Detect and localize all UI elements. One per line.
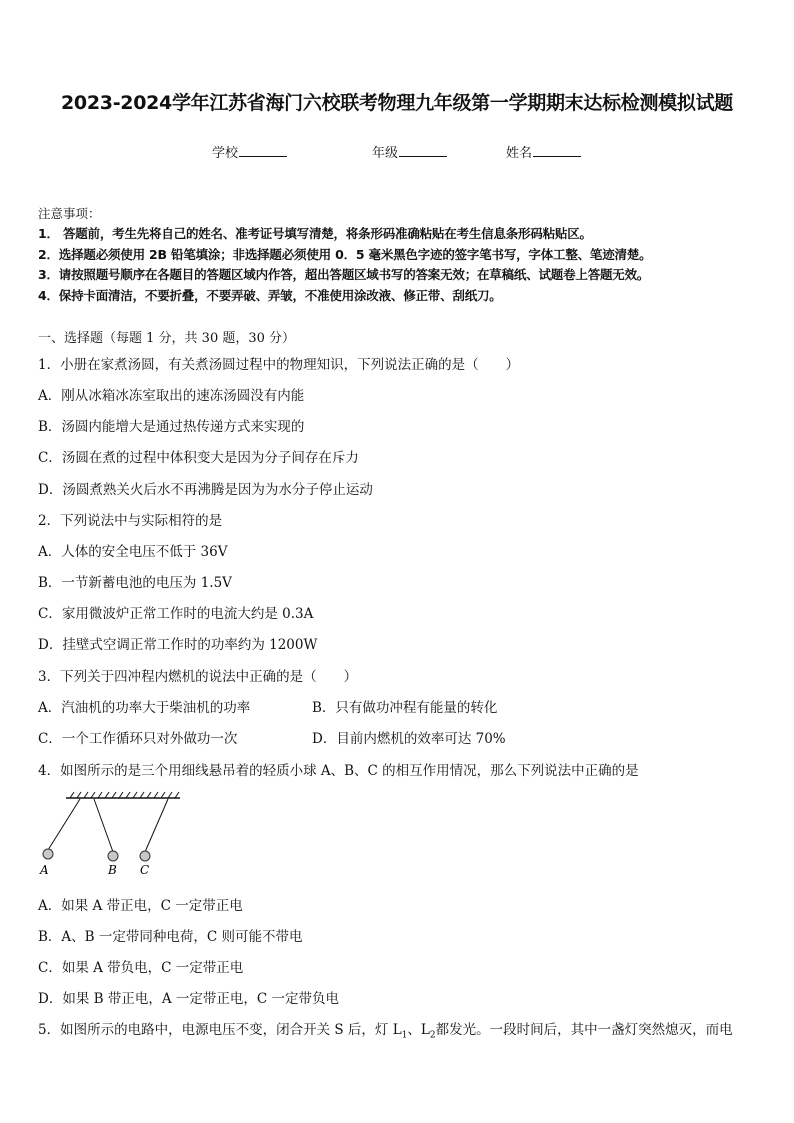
q1-option-c: C．汤圆在煮的过程中体积变大是因为分子间存在斥力 [38, 450, 359, 466]
q2-stem: 2．下列说法中与实际相符的是 [38, 513, 223, 529]
hatching [70, 792, 179, 798]
q4-option-d: D．如果 B 带正电，A 一定带正电，C 一定带负电 [38, 991, 339, 1007]
q3-option-c: C．一个工作循环只对外做功一次 [38, 731, 238, 747]
ball-a [43, 849, 53, 859]
grade-label: 年级 [372, 146, 399, 161]
q1-stem: 1．小册在家煮汤圆，有关煮汤圆过程中的物理知识，下列说法正确的是（ ） [38, 357, 520, 373]
label-c: C [140, 863, 150, 877]
thread-a [48, 799, 80, 850]
q2-option-b: B．一节新蓄电池的电压为 1.5V [38, 575, 232, 591]
q2-option-a: A．人体的安全电压不低于 36V [38, 544, 228, 560]
name-label: 姓名 [506, 146, 533, 161]
name-blank[interactable] [533, 144, 581, 157]
school-label: 学校 [212, 146, 239, 161]
thread-c [145, 799, 168, 852]
q1-option-b: B．汤圆内能增大是通过热传递方式来实现的 [38, 419, 305, 435]
school-field[interactable] [212, 142, 287, 161]
q4-option-c: C．如果 A 带负电，C 一定带正电 [38, 960, 244, 976]
label-a: A [40, 863, 49, 877]
q1-option-a: A．刚从冰箱冰冻室取出的速冻汤圆没有内能 [38, 388, 305, 404]
school-blank[interactable] [239, 144, 287, 157]
q4-stem: 4．如图所示的是三个用细线悬吊着的轻质小球 A、B、C 的相互作用情况，那么下列说法中正确的是 [38, 763, 639, 779]
thread-b [94, 799, 113, 852]
ball-c [140, 851, 150, 861]
q3-option-d: D．目前内燃机的效率可达 70% [312, 731, 506, 747]
name-field[interactable] [506, 142, 581, 161]
q5-stem: 5．如图所示的电路中，电源电压不变，闭合开关 S 后，灯 $L_1$、$L_2$都发光。一段时间后，其中一盏灯突然熄灭，而电 [38, 1022, 733, 1041]
q3-option-a: A．汽油机的功率大于柴油机的功率 [38, 700, 251, 716]
note-item: 1． 答题前，考生先将自己的姓名、准考证号填写清楚，将条形码准确粘贴在考生信息条形码粘贴区。 [38, 226, 592, 241]
ball-b [108, 851, 118, 861]
note-item: 3．请按照题号顺序在各题目的答题区域内作答，超出答题区域书写的答案无效；在草稿纸、试题卷上答题无效。 [38, 267, 650, 282]
section-heading: 一、选择题（每题 1 分，共 30 题，30 分） [38, 331, 296, 346]
label-b: B [108, 863, 117, 877]
notes-heading: 注意事项： [38, 206, 101, 221]
q4-option-b: B．A、B 一定带同种电荷，C 则可能不带电 [38, 929, 303, 945]
q4-option-a: A．如果 A 带正电，C 一定带正电 [38, 898, 243, 914]
q4-figure [34, 788, 194, 880]
grade-field[interactable] [372, 142, 447, 161]
q1-option-d: D．汤圆煮熟关火后水不再沸腾是因为为水分子停止运动 [38, 482, 373, 498]
note-item: 4．保持卡面清洁，不要折叠，不要弄破、弄皱，不准使用涂改液、修正带、刮纸刀。 [38, 288, 502, 303]
note-item: 2．选择题必须使用 2B 铅笔填涂；非选择题必须使用 0．5 毫米黑色字迹的签字笔书写，字体工整、笔迹清楚。 [38, 247, 652, 262]
q2-option-c: C．家用微波炉正常工作时的电流大约是 0.3A [38, 606, 314, 622]
q2-option-d: D．挂壁式空调正常工作时的功率约为 1200W [38, 637, 318, 653]
grade-blank[interactable] [399, 144, 447, 157]
page-title: 2023-2024学年江苏省海门六校联考物理九年级第一学期期末达标检测模拟试题 [61, 92, 733, 114]
q3-stem: 3．下列关于四冲程内燃机的说法中正确的是（ ） [38, 669, 358, 685]
q3-option-b: B．只有做功冲程有能量的转化 [312, 700, 498, 716]
